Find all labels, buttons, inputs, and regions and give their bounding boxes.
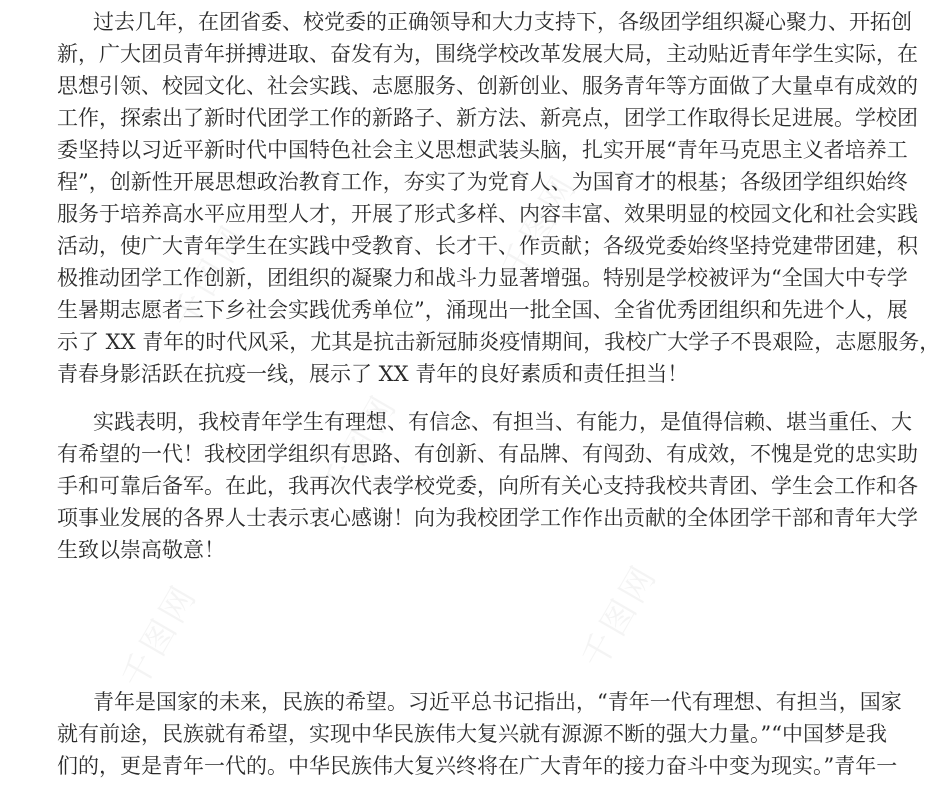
paragraph-1-line: 工作，探索出了新时代团学工作的新路子、新方法、新亮点，团学工作取得长足进展。学校团 <box>57 106 918 130</box>
paragraph-1-line: 活动，使广大青年学生在实践中受教育、长才干、作贡献；各级党委始终坚持党建带团建，积 <box>57 234 918 258</box>
paragraph-1-line: 极推动团学工作创新，团组织的凝聚力和战斗力显著增强。特别是学校被评为“全国大中专学 <box>57 266 908 290</box>
paragraph-1-line: 过去几年，在团省委、校党委的正确领导和大力支持下，各级团学组织凝心聚力、开拓创 <box>93 10 912 34</box>
paragraph-3-line: 青年是国家的未来，民族的希望。习近平总书记指出，“青年一代有理想、有担当，国家 <box>93 690 902 714</box>
paragraph-3-line: 们的，更是青年一代的。中华民族伟大复兴终将在广大青年的接力奋斗中变为现实。”青年一 <box>57 754 898 778</box>
paragraph-1-line: 服务于培养高水平应用型人才，开展了形式多样、内容丰富、效果明显的校园文化和社会实践 <box>57 202 918 226</box>
watermark: 千图网 <box>164 216 256 336</box>
paragraph-1-line: 程”，创新性开展思想政治教育工作，夯实了为党育人、为国育才的根基；各级团学组织始终 <box>57 170 908 194</box>
paragraph-1-line: 新，广大团员青年拼搏进取、奋发有为，围绕学校改革发展大局，主动贴近青年学生实际，在 <box>57 42 918 66</box>
paragraph-1-line: 生暑期志愿者三下乡社会实践优秀单位”，涌现出一批全国、全省优秀团组织和先进个人，展 <box>57 298 908 322</box>
paragraph-3-line: 就有前途，民族就有希望，实现中华民族伟大复兴就有源源不断的强大力量。”“中国梦是我 <box>57 722 887 746</box>
paragraph-1-line: 委坚持以习近平新时代中国特色社会主义思想武装头脑，扎实开展“青年马克思主义者培养工 <box>57 138 908 162</box>
paragraph-2-line: 生致以崇高敬意！ <box>57 538 225 562</box>
watermark: 千图网 <box>314 386 406 506</box>
paragraph-1-line: 思想引领、校园文化、社会实践、志愿服务、创新创业、服务青年等方面做了大量卓有成效的 <box>57 74 918 98</box>
watermark: 千图网 <box>114 576 206 696</box>
paragraph-2-line: 项事业发展的各界人士表示衷心感谢！向为我校团学工作作出贡献的全体团学干部和青年大学 <box>57 506 918 530</box>
paragraph-1-line: 青春身影活跃在抗疫一线，展示了 XX 青年的良好素质和责任担当！ <box>57 362 689 386</box>
paragraph-2-line: 实践表明，我校青年学生有理想、有信念、有担当、有能力，是值得信赖、堪当重任、大 <box>93 410 912 434</box>
paragraph-1-line: 示了 XX 青年的时代风采，尤其是抗击新冠肺炎疫情期间，我校广大学子不畏艰险，志愿服务， <box>57 330 940 354</box>
watermark: 千图网 <box>574 556 666 676</box>
paragraph-2-line: 手和可靠后备军。在此，我再次代表学校党委，向所有关心支持我校共青团、学生会工作和各 <box>57 474 918 498</box>
paragraph-2-line: 有希望的一代！我校团学组织有思路、有创新、有品牌、有闯劲、有成效，不愧是党的忠实助 <box>57 442 918 466</box>
watermark: 千图网 <box>494 166 586 286</box>
